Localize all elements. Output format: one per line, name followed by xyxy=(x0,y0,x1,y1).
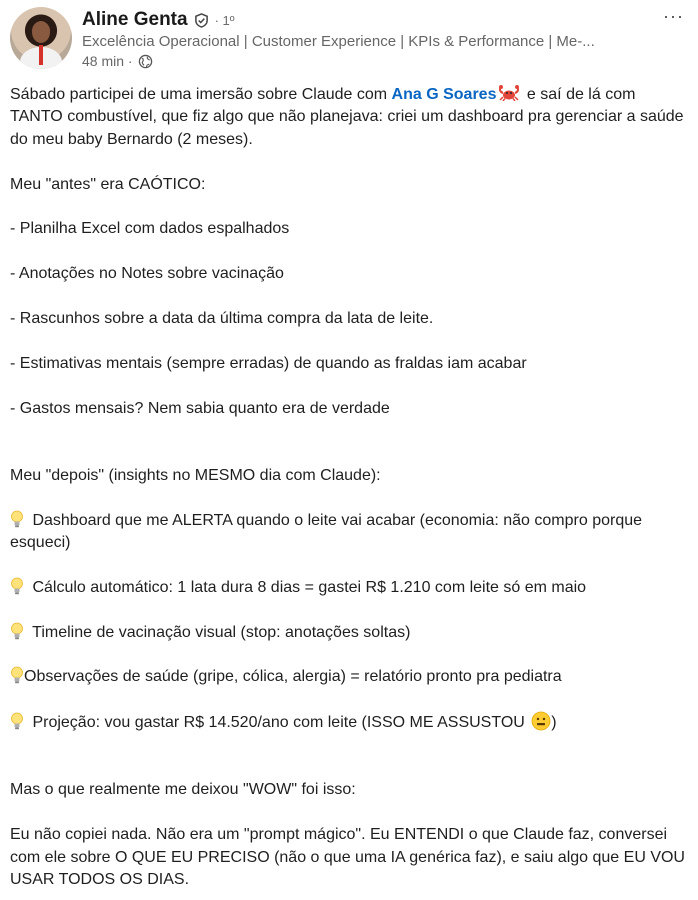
after-title: Meu "depois" (insights no MESMO dia com Claude): xyxy=(10,466,381,484)
author-headline: Excelência Operacional | Customer Experience | KPIs & Performance | Me-... xyxy=(82,33,595,50)
light-bulb-icon xyxy=(10,666,24,684)
author-name-row xyxy=(82,8,235,32)
crab-icon xyxy=(498,85,520,101)
list-item: - Planilha Excel com dados espalhados xyxy=(10,220,290,238)
list-item: Projeção: vou gastar R$ 14.520/ano com leite (ISSO ME ASSUSTOU ) xyxy=(10,711,692,734)
list-item: - Gastos mensais? Nem sabia quanto era de verdade xyxy=(10,399,390,417)
list-item: - Anotações no Notes sobre vacinação xyxy=(10,265,284,283)
verified-shield-icon xyxy=(194,13,209,28)
post-header xyxy=(0,0,698,76)
light-bulb-icon xyxy=(10,510,24,528)
light-bulb-icon xyxy=(10,577,24,595)
final-paragraph: Eu não copiei nada. Não era um "prompt mágico". Eu ENTENDI o que Claude faz, conversei com ele sobre O QUE EU PRECISO (não o que uma IA genérica faz), e saiu algo que EU VOU USAR TODOS OS DIAS. xyxy=(10,826,685,888)
list-item: - Rascunhos sobre a data da última compra da lata de leite. xyxy=(10,310,434,327)
mention-link[interactable]: Ana G Soares xyxy=(391,86,497,103)
post-time: 48 min · xyxy=(82,53,133,69)
intro-paragraph: Sábado participei de uma imersão sobre Claude com Ana G Soares e saí de lá com TANTO combustível, que fiz algo que não planejava: criei um dashboard pra gerenciar a saúde do meu baby Bernardo (2 meses). xyxy=(10,86,684,148)
light-bulb-icon xyxy=(10,712,24,730)
post-meta xyxy=(82,53,153,69)
wow-line: Mas o que realmente me deixou "WOW" foi isso: xyxy=(10,781,356,799)
light-bulb-icon xyxy=(10,622,24,640)
globe-icon xyxy=(138,54,153,69)
list-item: - Estimativas mentais (sempre erradas) de quando as fraldas iam acabar xyxy=(10,354,527,372)
list-item: Timeline de vacinação visual (stop: anotações soltas) xyxy=(10,622,692,644)
list-item: Cálculo automático: 1 lata dura 8 dias = gastei R$ 1.210 com leite só em maio xyxy=(10,577,692,599)
author-avatar[interactable] xyxy=(10,7,72,69)
author-name[interactable]: Aline Genta xyxy=(82,9,188,30)
grimacing-face-icon xyxy=(531,711,551,731)
connection-degree: · 1º xyxy=(214,12,235,28)
list-item: Dashboard que me ALERTA quando o leite vai acabar (economia: não compro porque esqueci) xyxy=(10,511,643,551)
more-options-button[interactable]: ··· xyxy=(663,6,684,26)
post-body xyxy=(10,84,692,891)
list-item: Observações de saúde (gripe, cólica, alergia) = relatório pronto pra pediatra xyxy=(10,666,692,688)
before-title: Meu "antes" era CAÓTICO: xyxy=(10,175,206,193)
